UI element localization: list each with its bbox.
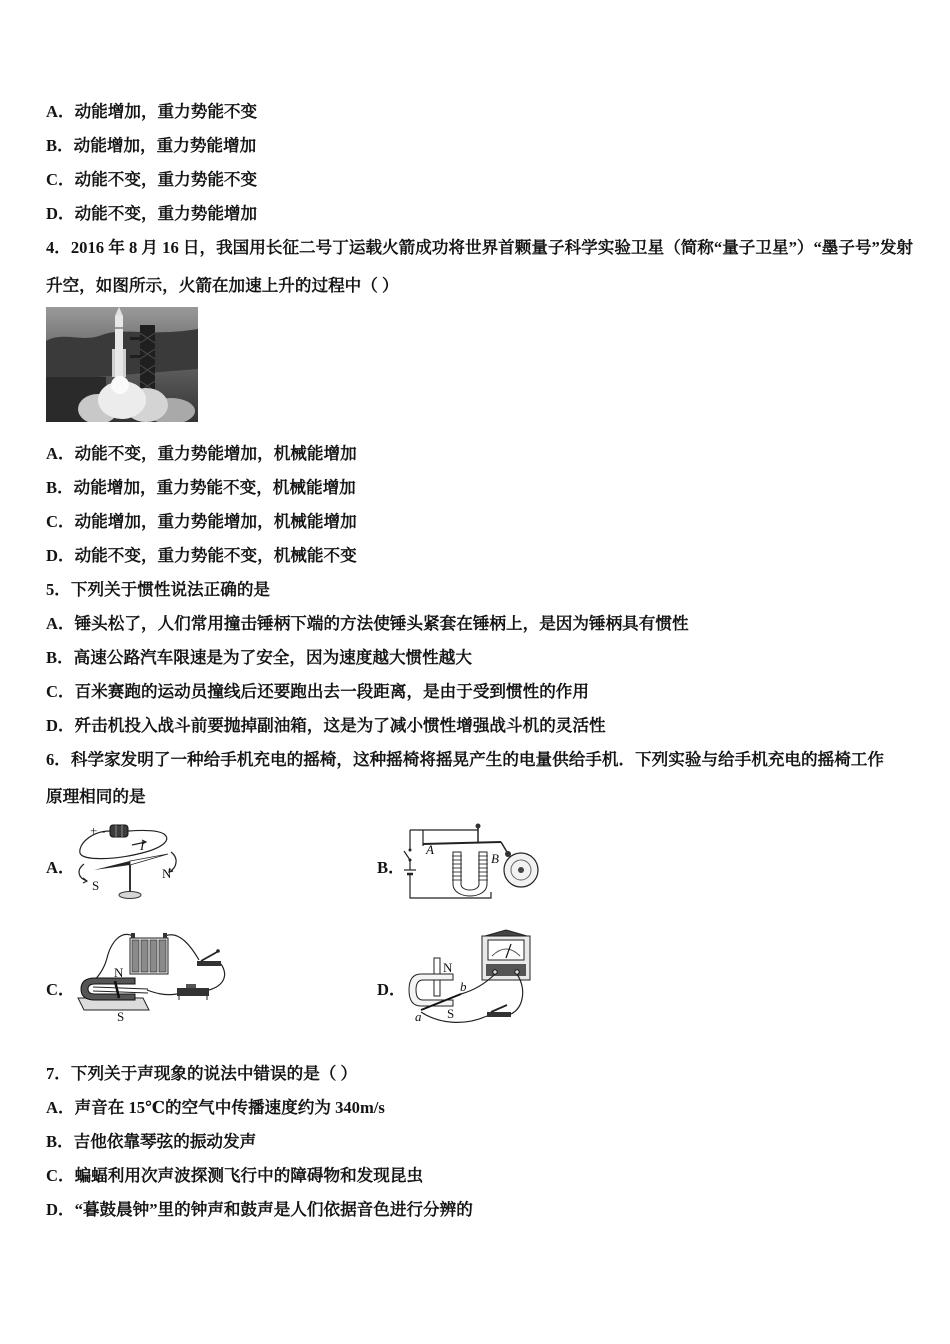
q6-stem-line-1: 6．科学家发明了一种给手机充电的摇椅，这种摇椅将摇晃产生的电量供给手机．下列实验与给手机充电的摇椅工作 xyxy=(46,750,884,769)
sliding-rheostat xyxy=(177,984,209,1000)
q7-stem: 7．下列关于声现象的说法中错误的是（ ） xyxy=(46,1064,358,1083)
label-south: S xyxy=(117,1009,125,1024)
q3-option-b: B．动能增加，重力势能增加 xyxy=(46,136,257,155)
q7-option-d: D．“暮鼓晨钟”里的钟声和鼓声是人们依据音色进行分辨的 xyxy=(46,1200,473,1219)
label-south: S xyxy=(92,878,100,893)
battery-pack xyxy=(130,933,168,974)
q6-option-d-label: D． xyxy=(377,980,406,999)
battery-cell xyxy=(110,825,128,837)
contact-screw xyxy=(476,824,481,843)
q5-option-b: B．高速公路汽车限速是为了安全，因为速度越大惯性越大 xyxy=(46,648,472,667)
label-a: a xyxy=(415,1009,422,1024)
q4-option-c: C．动能增加，重力势能增加，机械能增加 xyxy=(46,512,357,531)
q7-option-c: C．蝙蝠利用次声波探测飞行中的障碍物和发现昆虫 xyxy=(46,1166,424,1185)
q6-option-b-label: B． xyxy=(377,858,405,877)
q5-option-c: C．百米赛跑的运动员撞线后还要跑出去一段距离，是由于受到惯性的作用 xyxy=(46,682,589,701)
q6-figure-a-oersted xyxy=(70,820,182,910)
label-b: B xyxy=(491,851,499,866)
q6-option-c-label: C． xyxy=(46,980,75,999)
horseshoe-magnet xyxy=(81,978,135,1000)
switch-blade xyxy=(404,851,410,860)
label-plus: + xyxy=(90,823,98,838)
q4-option-a: A．动能不变，重力势能增加，机械能增加 xyxy=(46,444,357,463)
label-a: A xyxy=(426,842,434,857)
label-south: S xyxy=(447,1006,455,1021)
q3-option-a: A．动能增加，重力势能不变 xyxy=(46,102,258,121)
q4-option-b: B．动能增加，重力势能不变，机械能增加 xyxy=(46,478,356,497)
knife-switch xyxy=(197,949,221,966)
label-north: N xyxy=(162,866,172,881)
horseshoe-magnet xyxy=(409,974,453,1006)
q6-figure-c-motor-experiment xyxy=(73,928,229,1024)
q3-option-d: D．动能不变，重力势能增加 xyxy=(46,204,258,223)
q4-option-d: D．动能不变，重力势能不变，机械能不变 xyxy=(46,546,357,565)
rocket-launch-photo xyxy=(46,307,198,422)
label-north: N xyxy=(443,960,453,975)
q6-figure-b-electric-bell xyxy=(403,822,543,908)
label-current: I xyxy=(140,838,145,853)
label-north: N xyxy=(114,965,124,980)
q7-option-a: A．声音在 15℃的空气中传播速度约为 340m/s xyxy=(46,1098,385,1117)
switch xyxy=(487,1005,511,1017)
label-minus: - xyxy=(101,823,106,838)
galvanometer xyxy=(482,930,530,980)
label-b: b xyxy=(460,979,467,994)
q6-option-a-label: A． xyxy=(46,858,75,877)
q5-stem: 5．下列关于惯性说法正确的是 xyxy=(46,580,271,599)
bell xyxy=(504,853,538,887)
spring-lever xyxy=(423,842,501,844)
bell-hammer xyxy=(501,842,511,857)
battery-symbol xyxy=(404,870,416,874)
u-electromagnet xyxy=(452,852,488,896)
q3-option-c: C．动能不变，重力势能不变 xyxy=(46,170,258,189)
rails xyxy=(93,987,148,993)
q4-stem-line-2: 升空，如图所示，火箭在加速上升的过程中（ ） xyxy=(46,276,399,295)
q6-stem-line-2: 原理相同的是 xyxy=(46,787,146,806)
q5-option-a: A．锤头松了，人们常用撞击锤柄下端的方法使锤头紧套在锤柄上，是因为锤柄具有惯性 xyxy=(46,614,689,633)
q5-option-d: D．歼击机投入战斗前要抛掉副油箱，这是为了减小惯性增强战斗机的灵活性 xyxy=(46,716,606,735)
q4-stem-line-1: 4．2016 年 8 月 16 日，我国用长征二号丁运载火箭成功将世界首颗量子科学实验卫星（简称“量子卫星”）“墨子号”发射 xyxy=(46,238,914,257)
rotation-arrow-left xyxy=(79,864,87,883)
q6-figure-d-induction-experiment xyxy=(403,928,535,1028)
needle-stand xyxy=(119,865,141,899)
q7-option-b: B．吉他依靠琴弦的振动发声 xyxy=(46,1132,257,1151)
